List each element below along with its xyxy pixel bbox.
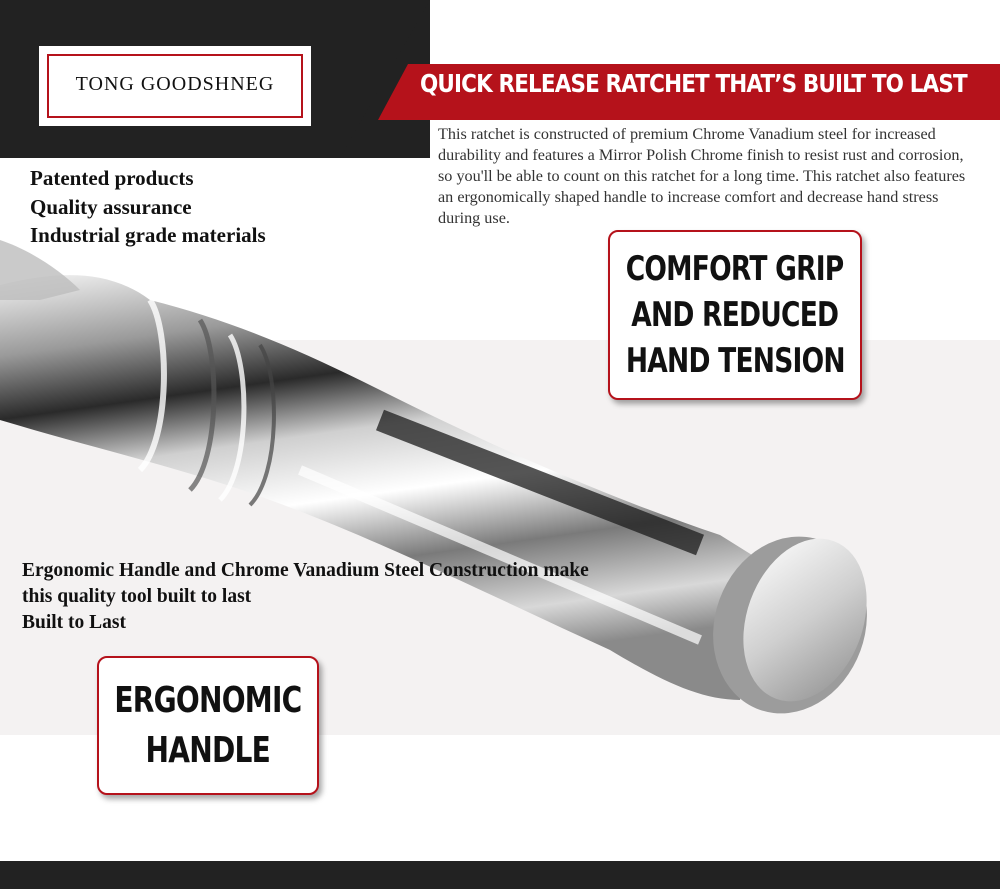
callout-line: HAND TENSION (625, 341, 845, 381)
feature-item: Industrial grade materials (30, 223, 266, 247)
footer-bar (0, 861, 1000, 889)
feature-item: Quality assurance (30, 194, 192, 219)
construction-line: Ergonomic Handle and Chrome Vanadium Steel Construction make (22, 560, 589, 581)
construction-text (22, 558, 589, 636)
callout-line: ERGONOMIC (114, 679, 302, 721)
comfort-grip-callout (608, 230, 862, 400)
feature-item: Patented products (30, 166, 194, 190)
callout-line: HANDLE (145, 729, 271, 771)
construction-line: Built to Last (22, 612, 127, 633)
callout-line: COMFORT GRIP (626, 249, 844, 289)
callout-line: AND REDUCED (631, 295, 839, 335)
ergonomic-handle-callout (97, 656, 319, 795)
headline-banner-cut (378, 64, 408, 120)
feature-list (30, 164, 266, 250)
headline-text: QUICK RELEASE RATCHET THAT’S BUILT TO LAST (420, 69, 967, 98)
brand-logo-text: TONG GOODSHNEG (75, 73, 275, 95)
brand-logo (36, 43, 314, 129)
product-description: This ratchet is constructed of premium Chrome Vanadium steel for increased durability and features a Mirror Polish Chrome finish to resist rust and corrosion, so you'll be able to count on this ratchet for a long time. This ratchet also features an ergonomically shaped handle to increase comfort and decrease hand stress during use. (438, 125, 966, 227)
construction-line: this quality tool built to last (22, 586, 252, 607)
